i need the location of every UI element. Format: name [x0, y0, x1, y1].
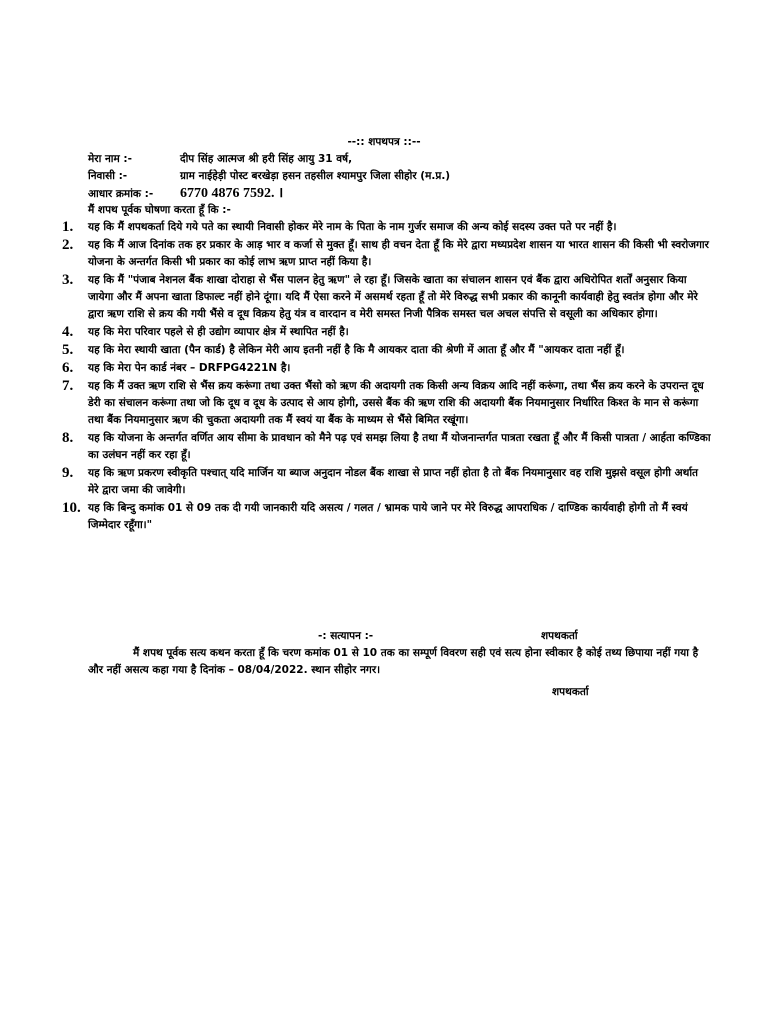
clause-item: [62, 219, 712, 236]
clause-item: [62, 465, 712, 499]
verification-text: मैं शपथ पूर्वक सत्य कथन करता हूँ कि चरण कमांक 01 से 10 तक का सम्पूर्ण विवरण सही एवं सत्य होना स्वीकार है कोई तथ्य छिपाया नहीं गया है और नहीं असत्य कहा गया है दिनांक – 08/04/2022. स्थान सीहोर नगर।: [88, 647, 699, 676]
clause-item: [62, 342, 712, 359]
deponent-signature-label: शपथकर्ता: [552, 686, 589, 698]
field-label: आधार क्रमांक :-: [88, 188, 154, 200]
clause-text: यह कि मैं उक्त ऋण राशि से भैंस क्रय करूंगा तथा उक्त भैंसो को ऋण की अदायगी तक किसी अन्य विक्रय आदि नहीं करूंगा, तथा भैंस क्रय करने के उपरान्त दूध डेरी का संचालन करूंगा तथा जो कि दूध व दूध के उत्पाद से आय होगी, उससे बैंक की ऋण राशि की अदायगी बैंक नियमानुसार निर्धारित किश्त के मान से करूंगा तथा बैंक नियमानुसार ऋण की चुकता अदायगी तक मैं स्वयं या बैंक के माध्यम से भैंसे बिमित रखूंगा।: [88, 380, 704, 426]
field-residence: [88, 168, 450, 185]
clause-list: [62, 219, 712, 535]
clause-text: यह कि बिन्दु कमांक 01 से 09 तक दी गयी जानकारी यदि असत्य / गलत / भ्रामक पाये जाने पर मेरे विरुद्ध आपराधिक / दाण्डिक कार्यवाही होगी तो मैं स्वयं जिम्मेदार रहूँगा।": [88, 502, 688, 531]
field-value: दीप सिंह आत्मज श्री हरी सिंह आयु 31 वर्ष,: [180, 153, 353, 165]
clause-number: 8.: [62, 430, 74, 446]
field-label: मेरा नाम :-: [88, 153, 132, 165]
clause-text: यह कि मैं शपथकर्ता दिये गये पते का स्थायी निवासी होकर मेरे नाम के पिता के नाम गुर्जर समाज की अन्य कोई सदस्य उक्त पते पर नहीं है।: [88, 221, 617, 233]
clause-text: यह कि मैं "पंजाब नेशनल बैंक शाखा दोराहा से भैंस पालन हेतु ऋण" ले रहा हूँ। जिसके खाता का संचालन शासन एवं बैंक द्वारा अधिरोपित शर्तों अनुसार किया जायेगा और मैं अपना खाता डिफाल्ट नहीं होने दूंगा। यदि मैं ऐसा करने में असमर्थ रहता हूँ तो मेरे विरुद्ध सभी प्रकार की कानूनी कार्यवाही हेतु स्वतंत्र होगा और मेरे द्वारा ऋण राशि से क्रय की गयी भैंसे व दूध विक्रय हेतु यंत्र व वारदान व मेरी समस्त निजी पैत्रिक समस्त चल अचल संपत्ति से वसूली का अधिकार होगा।: [88, 274, 698, 320]
verification-label: -: सत्यापन :-: [318, 630, 374, 642]
clause-number: 7.: [62, 378, 74, 394]
clause-text: यह कि योजना के अन्तर्गत वर्णित आय सीमा के प्रावधान को मैने पढ़ एवं समझ लिया है तथा मैं योजनान्तर्गत पात्रता रखता हूँ और मैं किसी पात्रता / आर्हता कण्डिका का उलंघन नहीं कर रहा हूँ।: [88, 432, 711, 461]
field-label: निवासी :-: [88, 170, 128, 182]
field-aadhaar: [88, 185, 283, 203]
clause-item: [62, 237, 712, 271]
clause-number: 6.: [62, 360, 74, 376]
affidavit-title: --:: शपथपत्र ::--: [347, 136, 421, 148]
declaration-intro: मैं शपथ पूर्वक घोषणा करता हूँ कि :-: [88, 204, 231, 216]
clause-item: [62, 360, 712, 377]
clause-text: यह कि मेरा स्थायी खाता (पैन कार्ड) है लेकिन मेरी आय इतनी नहीं है कि मै आयकर दाता की श्रेणी में आता हूँ और मैं "आयकर दाता नहीं हूँ।: [88, 344, 625, 356]
clause-item: [62, 500, 712, 534]
clause-item: [62, 324, 712, 341]
clause-number: 4.: [62, 324, 74, 340]
clause-number: 3.: [62, 272, 74, 288]
clause-item: [62, 272, 712, 323]
clause-text: यह कि मेरा परिवार पहले से ही उद्योग व्यापार क्षेत्र में स्थापित नहीं है।: [88, 326, 349, 338]
clause-item: [62, 430, 712, 464]
field-value: ग्राम नाईहेड़ी पोस्ट बरखेड़ा हसन तहसील श्यामपुर जिला सीहोर (म.प्र.): [180, 170, 451, 182]
clause-number: 9.: [62, 465, 74, 481]
verification-header: [0, 628, 768, 645]
clause-number: 1.: [62, 219, 74, 235]
clause-number: 10.: [62, 500, 81, 516]
clause-item: [62, 378, 712, 429]
field-name: [88, 151, 352, 168]
clause-number: 2.: [62, 237, 74, 253]
clause-text: यह कि मेरा पेन कार्ड नंबर – DRFPG4221N है।: [88, 362, 291, 374]
deponent-label: शपथकर्ता: [541, 630, 578, 642]
clause-number: 5.: [62, 342, 74, 358]
field-value: 6770 4876 7592. ।: [180, 186, 284, 201]
clause-text: यह कि मैं आज दिनांक तक हर प्रकार के आड़ भार व कर्जा से मुक्त हूँ। साथ ही वचन देता हूँ कि मेरे द्वारा मध्यप्रदेश शासन या भारत शासन की किसी भी स्वरोजगार योजना के अन्तर्गत किसी भी प्रकार का कोई लाभ ऋण प्राप्त नहीं किया है।: [88, 239, 709, 268]
clause-text: यह कि ऋण प्रकरण स्वीकृति पश्चात् यदि मार्जिन या ब्याज अनुदान नोडल बैंक शाखा से प्राप्त नहीं होता है तो बैंक नियमानुसार वह राशि मुझसे वसूल होगी अर्थात मेरे द्वारा जमा की जावेगी।: [88, 467, 699, 496]
